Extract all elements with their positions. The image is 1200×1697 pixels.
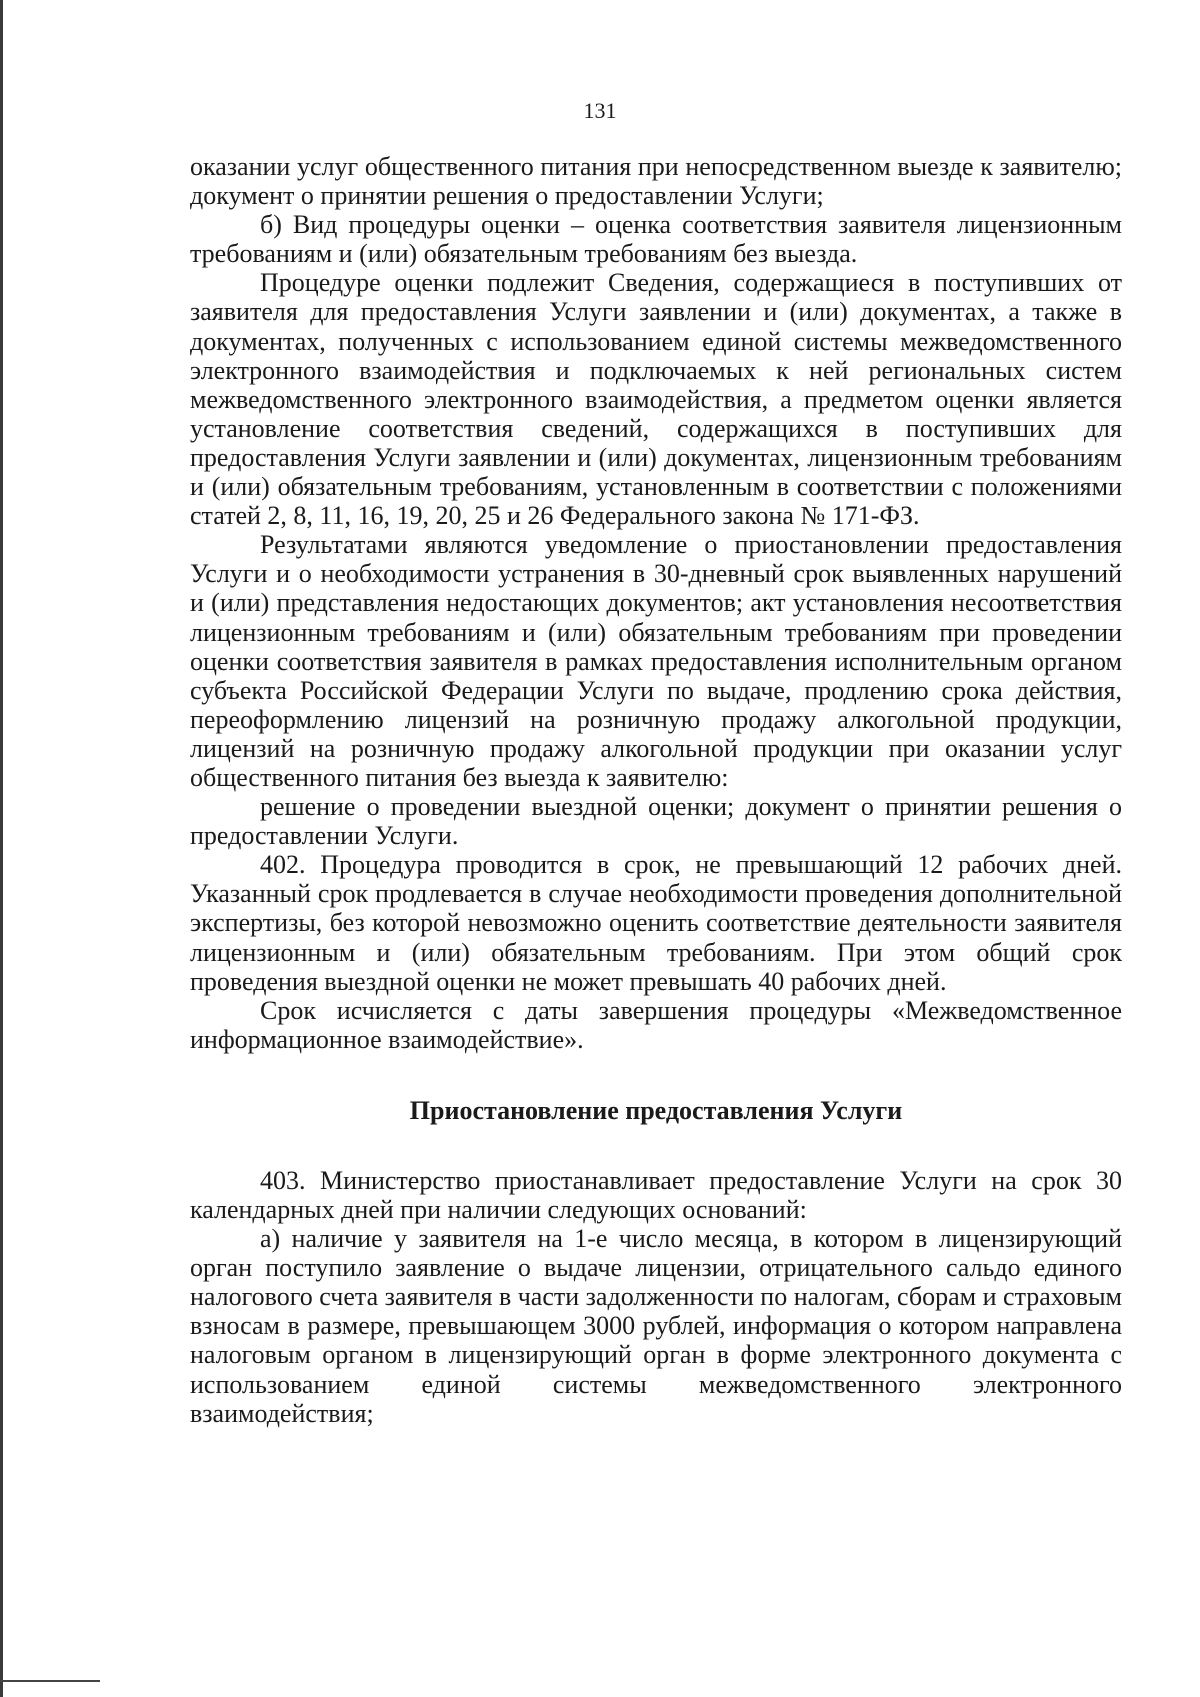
document-body	[190, 152, 1122, 1428]
paragraph: решение о проведении выездной оценки; документ о принятии решения о предоставлении Услуги.	[190, 792, 1122, 851]
paragraph: Срок исчисляется с даты завершения процедуры «Межведомственное информационное взаимодействие».	[190, 995, 1122, 1054]
paragraph: Результатами являются уведомление о приостановлении предоставления Услуги и о необходимости устранения в 30-дневный срок выявленных нарушений и (или) представления недостающих документов; акт установления несоответствия лицензионным требованиям и (или) обязательным требованиям при проведении оценки соответствия заявителя в рамках предоставления исполнительным органом субъекта Российской Федерации Услуги по выдаче, продлению срока действия, переоформлению лицензий на розничную продажу алкогольной продукции, лицензий на розничную продажу алкогольной продукции при оказании услуг общественного питания без выезда к заявителю:	[190, 530, 1122, 792]
scan-mark	[0, 1680, 100, 1682]
paragraph: Процедуре оценки подлежит Сведения, содержащиеся в поступивших от заявителя для предоставления Услуги заявлении и (или) документах, а также в документах, полученных с использованием единой системы межведомственного электронного взаимодействия и подключаемых к ней региональных систем межведомственного электронного взаимодействия, а предметом оценки является установление соответствия сведений, содержащихся в поступивших для предоставления Услуги заявлении и (или) документах, лицензионным требованиям и (или) обязательным требованиям, установленным в соответствии с положениями статей 2, 8, 11, 16, 19, 20, 25 и 26 Федерального закона № 171-ФЗ.	[190, 268, 1122, 531]
paragraph: б) Вид процедуры оценки – оценка соответствия заявителя лицензионным требованиям и (или) обязательным требованиям без выезда.	[190, 210, 1122, 269]
paragraph: 402. Процедура проводится в срок, не превышающий 12 рабочих дней. Указанный срок продлевается в случае необходимости проведения дополнительной экспертизы, без которой невозможно оценить соответствие деятельности заявителя лицензионным и (или) обязательным требованиям. При этом общий срок проведения выездной оценки не может превышать 40 рабочих дней.	[190, 850, 1122, 996]
paragraph: а) наличие у заявителя на 1-е число месяца, в котором в лицензирующий орган поступило заявление о выдаче лицензии, отрицательного сальдо единого налогового счета заявителя в части задолженности по налогам, сборам и страховым взносам в размере, превышающем 3000 рублей, информация о котором направлена налоговым органом в лицензирующий орган в форме электронного документа с использованием единой системы межведомственного электронного взаимодействия;	[190, 1224, 1122, 1428]
section-heading: Приостановление предоставления Услуги	[409, 1095, 903, 1125]
paragraph: оказании услуг общественного питания при непосредственном выезде к заявителю; документ о принятии решения о предоставлении Услуги;	[190, 152, 1122, 211]
paragraph: 403. Министерство приостанавливает предоставление Услуги на срок 30 календарных дней при наличии следующих оснований:	[190, 1165, 1122, 1224]
scan-edge	[0, 0, 3, 1697]
page-number: 131	[583, 98, 617, 123]
